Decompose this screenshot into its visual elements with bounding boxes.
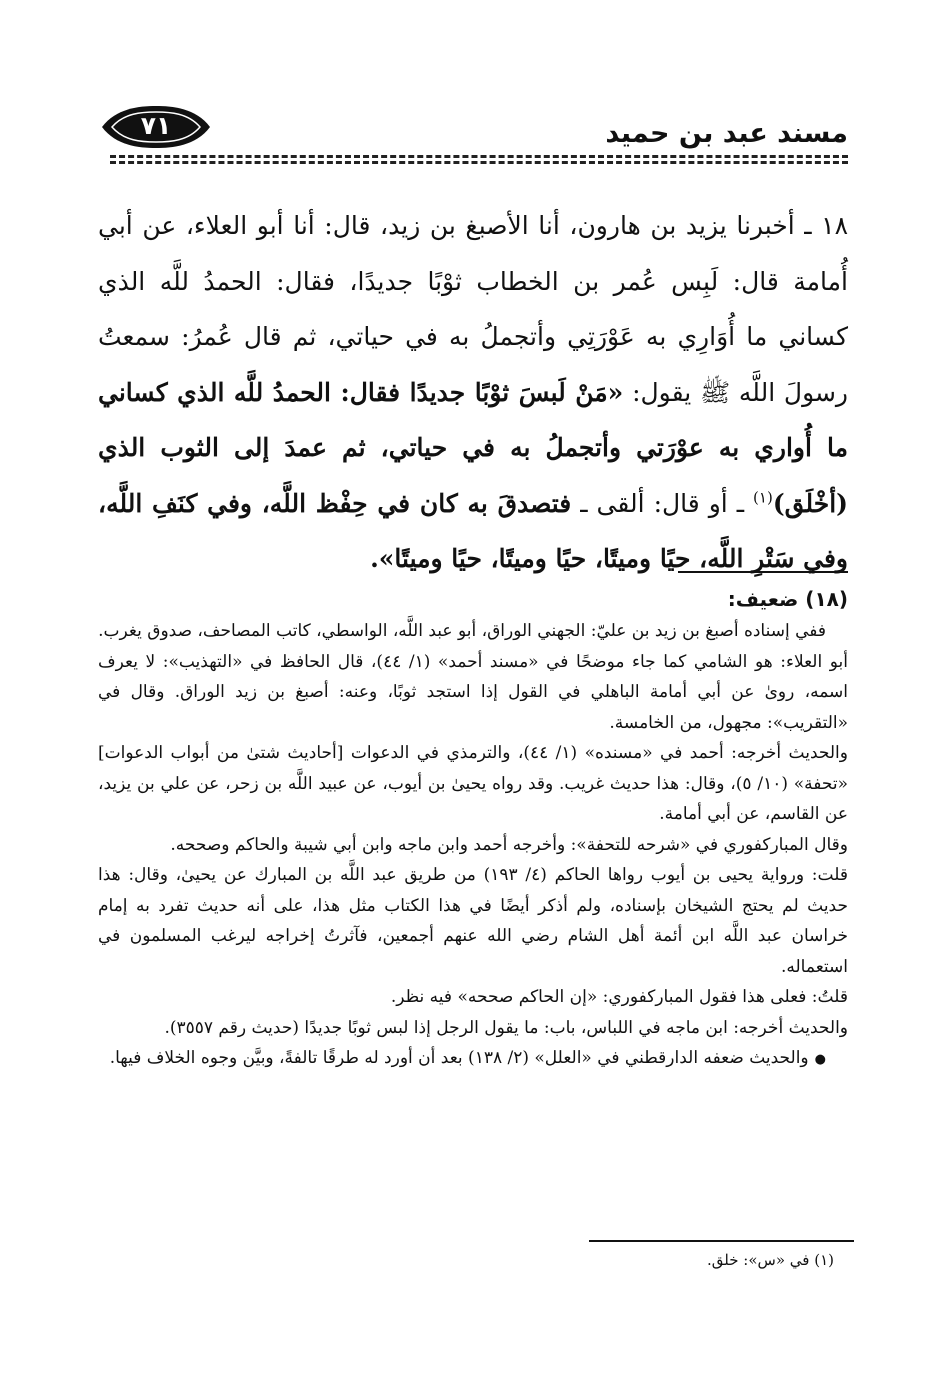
page-number-badge	[100, 104, 212, 150]
commentary-separator	[678, 571, 848, 573]
hadith-paragraph	[98, 198, 848, 587]
hadith-quote-aside: ـ أو قال: ألقى ـ	[580, 488, 745, 518]
commentary-bullet-paragraph	[98, 1043, 848, 1076]
commentary-paragraph: أبو العلاء: هو الشامي كما جاء موضحًا في «مسند أحمد» (١/ ٤٤)، قال الحافظ في «التهذيب»: لا يعرف اسمه، روىٰ عن أبي أمامة الباهلي في القول إذا استجد ثوبًا، وعنه: أصبغ بن زيد الوراق. وقال في «التقريب»: مجهول، من الخامسة.	[98, 651, 848, 733]
commentary	[98, 582, 848, 1076]
hadith-quote-part1: «مَنْ لَبسَ ثوْبًا جديدًا فقال: الحمدُ للَّه الذي كساني ما أُواري به عوْرَتي وأتجملُ به في حياتي، ثم عمدَ إلى الثوب الذي (أخْلَق)	[98, 377, 848, 518]
commentary-paragraph: قلت: ورواية يحيى بن أيوب رواها الحاكم (٤/ ١٩٣) من طريق عبد اللَّه بن المبارك عن يحيىٰ، وقال: هذا حديث لم يحتج الشيخان بإسناده، ولم أذكر أيضًا في هذا الكتاب مثل هذا، على أنه حديث تفرد به إمام خراسان عبد اللَّه ابن أئمة أهل الشام رضي الله عنهم أجمعين، فآثرتُ إخراجه ليرغب المسلمون في استعماله.	[98, 865, 848, 977]
commentary-paragraph: قلتُ: فعلى هذا فقول المباركفوري: «إن الحاكم صححه» فيه نظر.	[390, 987, 848, 1007]
commentary-paragraph: والحديث أخرجه: أحمد في «مسنده» (١/ ٤٤)، والترمذي في الدعوات [أحاديث شتىٰ من أبواب الدعوات] «تحفة» (١٠/ ٥)، وقال: هذا حديث غريب. وقد رواه يحيىٰ بن أيوب، عن عبيد اللَّه بن زحر، عن علي بن يزيد، عن القاسم، عن أبي أمامة.	[98, 743, 848, 824]
footnote-ref: (١)	[753, 488, 773, 507]
footnote-separator	[589, 1240, 854, 1242]
commentary-paragraph: ففي إسناده أصبغ بن زيد بن عليّ: الجهني الوراق، أبو عبد اللَّه، الواسطي، كاتب المصاحف، صدوق يغرب.	[98, 621, 826, 641]
commentary-paragraph: والحديث أخرجه: ابن ماجه في اللباس، باب: ما يقول الرجل إذا لبس ثوبًا جديدًا (حديث رقم ٣٥٥٧).	[164, 1017, 848, 1038]
header-rule-bottom	[110, 161, 848, 164]
page-number: ٧١	[140, 111, 172, 140]
grading-heading: (١٨) ضعيف:	[727, 587, 848, 611]
bullet-icon: ●	[814, 1052, 826, 1067]
hadith-text	[98, 198, 848, 587]
hadith-quote-part2: فتصدقَ به كان في حِفْظ اللَّه، وفي كنَفِ اللَّه، وفي سَتْرِ اللَّه، حيًا وميتًا، حيًا وميتًا، حيًا وميتًا».	[98, 488, 848, 573]
commentary-paragraph: وقال المباركفوري في «شرحه للتحفة»: وأخرجه أحمد وابن ماجه وابن أبي شيبة والحاكم وصححه.	[170, 834, 848, 855]
bullet-text: والحديث ضعفه الدارقطني في «العلل» (٢/ ١٣٨) بعد أن أورد له طرقًا تالفةً، وبيَّن وجوه الخلاف فيها.	[109, 1048, 809, 1068]
footnote: (١) في «س»: خلق.	[707, 1251, 834, 1269]
running-title: مسند عبد بن حميد	[605, 118, 848, 149]
hadith-isnad: ١٨ ـ أخبرنا يزيد بن هارون، أنا الأصبغ بن زيد، قال: أنا أبو العلاء، عن أبي أُمامة قال: لَبِس عُمر بن الخطاب ثوْبًا جديدًا، فقال: الحمدُ للَّه الذي كساني ما أُوَارِي به عَوْرَتِي وأتجملُ به في حياتي، ثم قال عُمرُ: سمعتُ رسولَ اللَّه ﷺ يقول:	[98, 211, 849, 407]
header-rule-top	[110, 155, 848, 158]
